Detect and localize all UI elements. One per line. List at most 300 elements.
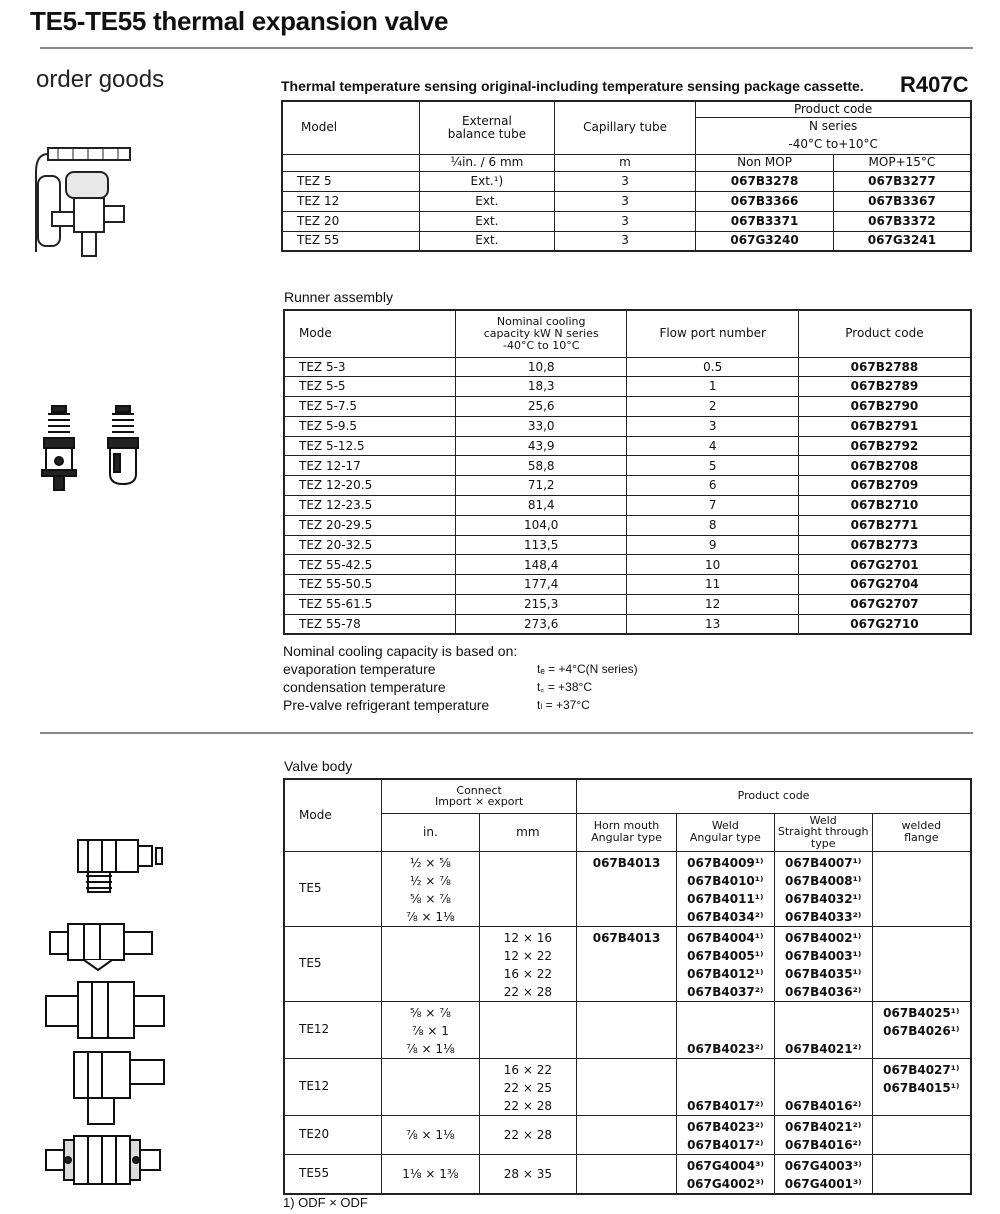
welded-flange-code-line [873,1097,970,1115]
weld-angular-code-line [677,1061,774,1079]
valve-body-straight-icon [46,982,164,1038]
horn-mouth-code [577,1115,677,1154]
th-horn-line2: Angular type [591,831,662,844]
weld-angular-code-line: 067B4010¹⁾ [687,873,764,888]
runner-mode: TEZ 55-42.5 [284,555,455,575]
t1-capillary: 3 [554,211,695,231]
connect-mm-line [480,1040,577,1058]
th-model: Model [282,101,420,154]
connect-mm-line: 22 × 28 [503,1127,552,1142]
weld-straight-code [774,1058,872,1115]
connect-mm-line: 22 × 25 [503,1080,552,1095]
connect-mm-line [480,854,577,872]
runner-product-code: 067G2704 [798,575,971,595]
horn-mouth-code-line [577,1165,676,1183]
connect-in [382,1001,479,1058]
valve-with-sensing-bulb-icon [28,142,132,272]
runner-capacity: 273,6 [455,614,626,634]
connect-mm [479,1154,577,1194]
valve-body-mode: TE5 [284,851,382,926]
horn-mouth-code [577,926,677,1001]
valve-body-row [284,1001,971,1058]
valve-body-solder-icon [74,1052,164,1124]
valve-body-mode: TE12 [284,1001,382,1058]
weld-angular-code-line: 067B4017²⁾ [687,1137,764,1152]
table1-caption: Thermal temperature sensing original-including temperature sensing package cassette. [281,78,864,94]
runner-product-code: 067B2791 [798,416,971,436]
weld-angular-code [676,1115,774,1154]
refrigerant-label: R407C [900,72,969,97]
weld-angular-code-line: 067G4002³⁾ [686,1176,764,1191]
weld-straight-code-line: 067B4021²⁾ [785,1119,862,1134]
th-weld-angular-line2: Angular type [689,831,761,844]
runner-product-code: 067B2708 [798,456,971,476]
weld-angular-code [676,926,774,1001]
connect-mm [479,1115,577,1154]
th-unit-capillary: m [554,154,695,171]
connect-mm-line [480,872,577,890]
t1-model: TEZ 55 [282,231,420,251]
condition-row [283,660,638,678]
welded-flange-code-line: 067B4027¹⁾ [883,1062,960,1077]
condition-label: evaporation temperature [283,661,436,677]
condition-row [283,696,638,714]
welded-flange-code [872,926,971,1001]
horn-mouth-code-line: 067B4013 [592,855,661,870]
th-empty [282,154,420,171]
th-weld-straight-line3: type [810,836,836,850]
valve-body-row [284,851,971,926]
runner-capacity: 43,9 [455,436,626,456]
welded-flange-code-line [873,908,970,926]
weld-straight-code [774,1001,872,1058]
horn-mouth-code-line [577,947,676,965]
runner-row [284,555,971,575]
connect-mm [479,1058,577,1115]
th-connect [382,779,577,813]
th-connect-line2: Import × export [434,795,524,809]
t1-balance: Ext. [420,211,555,231]
runner-capacity: 215,3 [455,595,626,615]
horn-mouth-code [577,1001,677,1058]
weld-straight-code-line: 067G4003³⁾ [784,1158,862,1173]
th-mm: mm [479,813,577,851]
runner-row [284,416,971,436]
runner-product-code: 067B2789 [798,377,971,397]
connect-mm-line [480,890,577,908]
runner-flow-port: 13 [627,614,798,634]
runner-product-code: 067G2701 [798,555,971,575]
welded-flange-code-line [873,965,970,983]
runner-row [284,515,971,535]
weld-straight-code-line: 067B4016²⁾ [785,1137,862,1152]
table3-caption: Valve body [284,758,353,774]
weld-straight-code-line: 067B4002¹⁾ [785,930,862,945]
weld-straight-code-line: 067B4003¹⁾ [785,948,862,963]
welded-flange-code-line [873,983,970,1001]
horn-mouth-code-line [577,890,676,908]
runner-capacity: 25,6 [455,397,626,417]
runner-flow-port: 1 [627,377,798,397]
runner-capacity: 58,8 [455,456,626,476]
t1-non-mop: 067G3240 [696,231,834,251]
table2-caption: Runner assembly [284,289,393,305]
runner-flow-port: 12 [627,595,798,615]
weld-angular-code-line: 067B4034²⁾ [687,909,764,924]
valve-body-mode: TE55 [284,1154,382,1194]
th-flange-line2: flange [904,831,939,844]
runner-flow-port: 2 [627,397,798,417]
weld-straight-code-line [775,1061,872,1079]
runner-mode: TEZ 12-20.5 [284,476,455,496]
th-welded-flange [872,813,971,851]
th-weld-straight-line1: Weld [809,813,837,827]
runner-product-code: 067B2709 [798,476,971,496]
weld-angular-code-line: 067B4004¹⁾ [687,930,764,945]
condition-value: tₗ = +37°C [537,698,590,712]
weld-angular-code-line [677,1004,774,1022]
welded-flange-code [872,1058,971,1115]
horn-mouth-code [577,1154,677,1194]
t1-capillary: 3 [554,171,695,191]
weld-straight-code-line: 067B4033²⁾ [785,909,862,924]
runner-flow-port: 9 [627,535,798,555]
horn-mouth-code-line [577,908,676,926]
connect-mm [479,851,577,926]
welded-flange-code-line [873,890,970,908]
connect-in [382,851,479,926]
th-product-code: Product code [577,779,971,813]
runner-flow-port: 11 [627,575,798,595]
orifice-assembly-icon [40,404,144,496]
welded-flange-code-line [873,947,970,965]
runner-mode: TEZ 55-78 [284,614,455,634]
t1-non-mop: 067B3366 [696,191,834,211]
horn-mouth-code [577,1058,677,1115]
runner-mode: TEZ 12-17 [284,456,455,476]
runner-mode: TEZ 5-9.5 [284,416,455,436]
horn-mouth-code-line: 067B4013 [592,930,661,945]
connect-mm-line: 22 × 28 [503,984,552,999]
runner-product-code: 067B2773 [798,535,971,555]
weld-angular-code-line: 067B4005¹⁾ [687,948,764,963]
connect-in-line [382,947,478,965]
horn-mouth-code-line [577,965,676,983]
condition-label: condensation temperature [283,679,446,695]
runner-product-code: 067B2710 [798,496,971,516]
th-non-mop: Non MOP [696,154,834,171]
connect-in-line [382,965,478,983]
horn-mouth-code-line [577,1022,676,1040]
th-horn-mouth [577,813,677,851]
weld-angular-code-line: 067B4012¹⁾ [687,966,764,981]
horn-mouth-code-line [577,1061,676,1079]
top-divider [40,47,973,49]
weld-straight-code-line: 067B4016²⁾ [785,1098,862,1113]
t1-mop: 067B3372 [833,211,971,231]
connect-in-line [382,983,478,1001]
weld-straight-code [774,926,872,1001]
th-mode: Mode [284,779,382,851]
runner-flow-port: 5 [627,456,798,476]
runner-row [284,397,971,417]
connect-mm-line: 16 × 22 [503,966,552,981]
runner-row [284,575,971,595]
horn-mouth-code-line [577,872,676,890]
weld-straight-code-line: 067B4035¹⁾ [785,966,862,981]
connect-mm-line: 12 × 22 [503,948,552,963]
welded-flange-code-line [873,1126,970,1144]
welded-flange-code-line [873,1040,970,1058]
t1-non-mop: 067B3278 [696,171,834,191]
runner-row [284,436,971,456]
runner-product-code: 067G2710 [798,614,971,634]
condition-value: t꜀ = +38°C [537,680,592,694]
welded-flange-code [872,1115,971,1154]
t1-balance: Ext. [420,231,555,251]
connect-in-line [382,1061,478,1079]
weld-straight-code-line: 067B4036²⁾ [785,984,862,999]
welded-flange-code-line: 067B4025¹⁾ [883,1005,960,1020]
connect-in-line [382,929,478,947]
runner-assembly-table [283,309,972,635]
welded-flange-code-line: 067B4026¹⁾ [883,1023,960,1038]
connect-in-line: ⅞ × 1⅛ [406,909,455,924]
weld-angular-code-line: 067B4017²⁾ [687,1098,764,1113]
runner-mode: TEZ 5-5 [284,377,455,397]
valve-body-mode: TE5 [284,926,382,1001]
weld-straight-code-line: 067G4001³⁾ [784,1176,862,1191]
runner-mode: TEZ 55-50.5 [284,575,455,595]
runner-row [284,377,971,397]
weld-angular-code [676,1154,774,1194]
valve-body-mode: TE12 [284,1058,382,1115]
th-unit-balance: ¼in. / 6 mm [420,154,555,171]
valve-body-flange-icon [46,1136,160,1184]
horn-mouth-code-line [577,1126,676,1144]
connect-mm [479,926,577,1001]
weld-straight-code-line [775,1004,872,1022]
middle-divider [40,732,973,734]
th-capacity-line3: -40°C to 10°C [503,338,580,352]
valve-body-row [284,1115,971,1154]
t1-mop: 067G3241 [833,231,971,251]
runner-flow-port: 3 [627,416,798,436]
runner-capacity: 33,0 [455,416,626,436]
t1-mop: 067B3367 [833,191,971,211]
connect-mm-line: 12 × 16 [503,930,552,945]
weld-angular-code [676,1058,774,1115]
t1-model: TEZ 12 [282,191,420,211]
page-title: TE5-TE55 thermal expansion valve [30,6,449,36]
t1-balance: Ext.¹) [420,171,555,191]
welded-flange-code-line: 067B4015¹⁾ [883,1080,960,1095]
runner-capacity: 148,4 [455,555,626,575]
t1-capillary: 3 [554,191,695,211]
connect-in-line: 1⅛ × 1⅜ [402,1166,459,1181]
weld-angular-code-line: 067B4009¹⁾ [687,855,764,870]
connect-in-line: ½ × ⅝ [409,855,451,870]
footnote: 1) ODF × ODF [283,1195,368,1210]
horn-mouth-code-line [577,1097,676,1115]
runner-mode: TEZ 12-23.5 [284,496,455,516]
horn-mouth-code-line [577,1004,676,1022]
weld-straight-code-line: 067B4007¹⁾ [785,855,862,870]
welded-flange-code [872,1154,971,1194]
th-flow-port: Flow port number [627,310,798,357]
runner-capacity: 104,0 [455,515,626,535]
weld-straight-code [774,851,872,926]
weld-angular-code-line: 067G4004³⁾ [686,1158,764,1173]
th-balance-tube [420,101,555,154]
weld-angular-code-line: 067B4011¹⁾ [687,891,764,906]
connect-in [382,1154,479,1194]
runner-mode: TEZ 55-61.5 [284,595,455,615]
t1-capillary: 3 [554,231,695,251]
th-weld-straight [774,813,872,851]
weld-straight-code-line: 067B4032¹⁾ [785,891,862,906]
connect-mm [479,1001,577,1058]
th-horn-line1: Horn mouth [593,819,660,833]
connect-mm-line [480,908,577,926]
condition-row [283,678,638,696]
runner-mode: TEZ 20-29.5 [284,515,455,535]
valve-body-angle-icon [78,840,162,892]
runner-row [284,614,971,634]
th-weld-angular-line1: Weld [711,819,739,833]
runner-capacity: 177,4 [455,575,626,595]
connect-in-line: ½ × ⅞ [409,873,451,888]
th-weld-straight-line2: Straight through [777,825,869,839]
th-balance-tube-text: External balance tube [447,114,527,141]
valve-body-row [284,926,971,1001]
welded-flange-code-line [873,1165,970,1183]
horn-mouth-code [577,851,677,926]
weld-angular-code [676,1001,774,1058]
welded-flange-code [872,851,971,926]
runner-capacity: 113,5 [455,535,626,555]
weld-straight-code [774,1154,872,1194]
connect-in [382,1115,479,1154]
runner-row [284,535,971,555]
runner-row [284,456,971,476]
weld-straight-code-line: 067B4021²⁾ [785,1041,862,1056]
th-product-code: Product code [696,101,971,117]
valve-body-flare-icon [50,924,152,970]
runner-flow-port: 0.5 [627,357,798,377]
runner-flow-port: 8 [627,515,798,535]
weld-angular-code-line: 067B4023²⁾ [687,1119,764,1134]
horn-mouth-code-line [577,1079,676,1097]
weld-angular-code-line [677,1022,774,1040]
connect-mm-line [480,1022,577,1040]
t1-mop: 067B3277 [833,171,971,191]
th-range: -40°C to+10°C [696,136,971,154]
t1-balance: Ext. [420,191,555,211]
connect-in-line: ⅞ × 1⅛ [406,1041,455,1056]
runner-capacity: 10,8 [455,357,626,377]
connect-in [382,1058,479,1115]
connect-in [382,926,479,1001]
weld-straight-code-line [775,1022,872,1040]
connect-in-line: ⅞ × 1 [411,1023,449,1038]
runner-product-code: 067B2792 [798,436,971,456]
runner-row [284,595,971,615]
th-in: in. [382,813,479,851]
runner-mode: TEZ 5-7.5 [284,397,455,417]
runner-capacity: 18,3 [455,377,626,397]
horn-mouth-code-line [577,1040,676,1058]
th-mop: MOP+15°C [833,154,971,171]
runner-capacity: 71,2 [455,476,626,496]
t1-model: TEZ 5 [282,171,420,191]
runner-row [284,476,971,496]
runner-row [284,357,971,377]
connect-in-line [382,1079,478,1097]
t1-non-mop: 067B3371 [696,211,834,231]
connect-in-line: ⅝ × ⅞ [409,891,451,906]
weld-angular-code-line: 067B4023²⁾ [687,1041,764,1056]
condition-label: Pre-valve refrigerant temperature [283,697,490,713]
connect-in-line: ⅞ × 1⅛ [406,1127,455,1142]
weld-angular-code-line: 067B4037²⁾ [687,984,764,999]
runner-product-code: 067B2790 [798,397,971,417]
connect-mm-line: 22 × 28 [503,1098,552,1113]
valve-body-mode: TE20 [284,1115,382,1154]
weld-straight-code-line: 067B4008¹⁾ [785,873,862,888]
runner-flow-port: 4 [627,436,798,456]
welded-flange-code-line [873,854,970,872]
th-series: N series [696,117,971,136]
runner-flow-port: 6 [627,476,798,496]
weld-straight-code-line [775,1079,872,1097]
conditions-notes [283,642,638,714]
connect-in-line [382,1097,478,1115]
horn-mouth-code-line [577,983,676,1001]
runner-product-code: 067B2771 [798,515,971,535]
welded-flange-code-line [873,929,970,947]
runner-mode: TEZ 20-32.5 [284,535,455,555]
condition-value: tₑ = +4°C(N series) [537,662,638,676]
runner-capacity: 81,4 [455,496,626,516]
runner-flow-port: 7 [627,496,798,516]
th-mode: Mode [284,310,455,357]
valve-body-row [284,1058,971,1115]
valve-body-row [284,1154,971,1194]
sidebar-title: order goods [36,66,165,93]
th-capacity-line2: capacity kW N series [483,326,599,340]
valve-body-table [283,778,972,1195]
runner-product-code: 067G2707 [798,595,971,615]
weld-straight-code [774,1115,872,1154]
connect-mm-line: 16 × 22 [503,1062,552,1077]
runner-flow-port: 10 [627,555,798,575]
th-capillary: Capillary tube [554,101,695,154]
runner-product-code: 067B2788 [798,357,971,377]
connect-mm-line [480,1004,577,1022]
connect-in-line: ⅝ × ⅞ [409,1005,451,1020]
runner-row [284,496,971,516]
welded-flange-code-line [873,872,970,890]
connect-mm-line: 28 × 35 [503,1166,552,1181]
conditions-title: Nominal cooling capacity is based on: [283,643,518,659]
weld-angular-code-line [677,1079,774,1097]
th-capacity-line1: Nominal cooling [496,315,586,329]
t1-model: TEZ 20 [282,211,420,231]
th-product-code: Product code [798,310,971,357]
th-capacity [455,310,626,357]
th-weld-angular [676,813,774,851]
